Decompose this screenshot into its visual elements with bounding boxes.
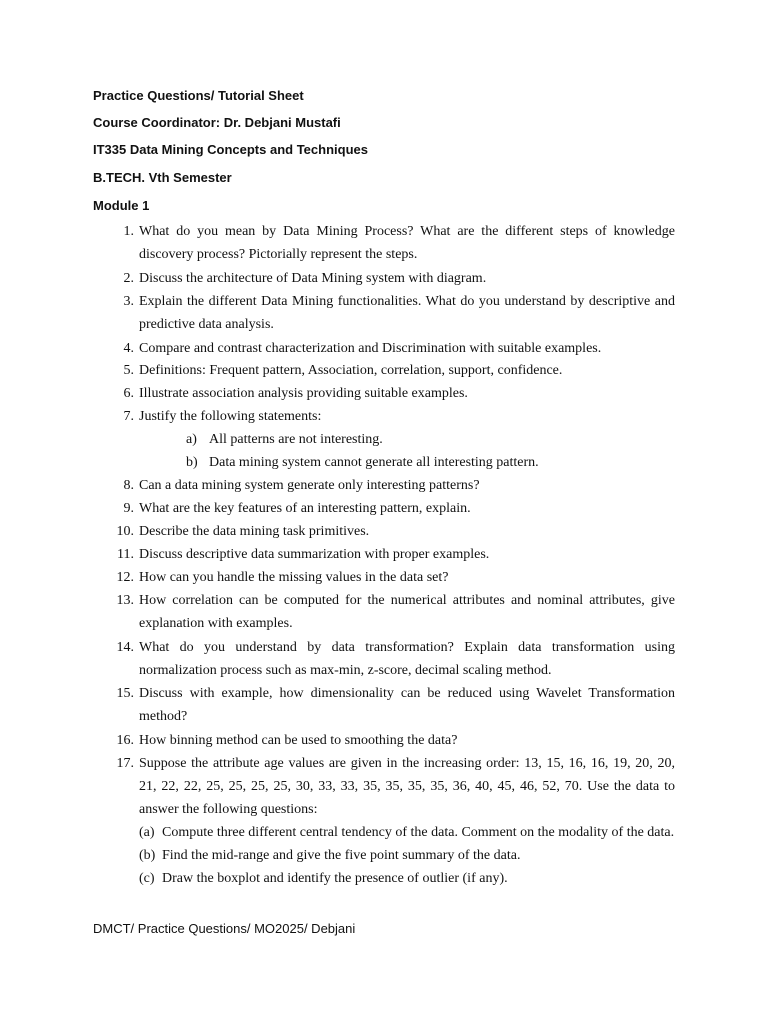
question-number: 11.: [117, 547, 134, 562]
question-item: [110, 290, 675, 336]
sub-item-text: Compute three different central tendency of the data. Comment on the modality of the data.: [162, 825, 675, 840]
question-number: 9.: [123, 501, 134, 516]
question-number: 15.: [116, 686, 134, 701]
question-number: 7.: [123, 409, 134, 424]
course-coordinator: Course Coordinator: Dr. Debjani Mustafi: [93, 115, 341, 130]
question-text: What do you mean by Data Mining Process? What are the different steps of knowledge discovery process? Pictorially represent the steps.: [139, 224, 675, 262]
question-item: [110, 382, 675, 405]
question-number: 13.: [116, 593, 134, 608]
question-item: [110, 566, 675, 589]
question-number: 14.: [116, 640, 134, 655]
question-item: [110, 636, 675, 682]
question-number: 8.: [123, 478, 134, 493]
semester: B.TECH. Vth Semester: [93, 170, 232, 185]
question-text: Compare and contrast characterization and Discrimination with suitable examples.: [139, 341, 602, 356]
sub-item: [186, 451, 539, 474]
question-item: [110, 520, 675, 543]
question-text: Justify the following statements:: [139, 409, 322, 424]
sub-item-label: b): [186, 455, 198, 470]
question-text: How can you handle the missing values in the data set?: [139, 570, 449, 585]
page-footer: DMCT/ Practice Questions/ MO2025/ Debjani: [93, 921, 356, 936]
question-text: Explain the different Data Mining functionalities. What do you understand by descriptive and predictive data analysis.: [139, 294, 675, 332]
module-heading: Module 1: [93, 198, 150, 213]
question-item: [110, 337, 675, 360]
sub-item: [139, 867, 508, 890]
sub-item-text: Data mining system cannot generate all interesting pattern.: [209, 455, 539, 470]
question-number: 10.: [116, 524, 134, 539]
sub-item-text: Draw the boxplot and identify the presence of outlier (if any).: [162, 871, 508, 886]
question-text: How binning method can be used to smoothing the data?: [139, 733, 458, 748]
question-text: What are the key features of an interesting pattern, explain.: [139, 501, 471, 516]
question-number: 3.: [123, 294, 134, 309]
course-name: IT335 Data Mining Concepts and Techniques: [93, 142, 368, 157]
question-number: 17.: [116, 756, 134, 771]
question-text: Illustrate association analysis providing suitable examples.: [139, 386, 468, 401]
question-item: [110, 752, 675, 821]
question-text: Discuss descriptive data summarization with proper examples.: [139, 547, 490, 562]
question-number: 6.: [123, 386, 134, 401]
question-item: [110, 543, 675, 566]
question-item: [110, 474, 675, 497]
question-text: Describe the data mining task primitives.: [139, 524, 370, 539]
question-text: What do you understand by data transformation? Explain data transformation using normalization process such as max-min, z-score, decimal scaling method.: [139, 640, 675, 678]
question-item: [110, 729, 675, 752]
question-text: Discuss with example, how dimensionality can be reduced using Wavelet Transformation method?: [139, 686, 675, 724]
question-number: 12.: [116, 570, 134, 585]
question-number: 1.: [123, 224, 134, 239]
question-text: Suppose the attribute age values are given in the increasing order: 13, 15, 16, 16, 19, 20, 20, 21, 22, 22, 25, 25, 25, 25, 30, 33, 33, 35, 35, 35, 35, 36, 40, 45, 46, 52, 70. Use the data to answer the following questions:: [139, 756, 675, 817]
question-text: Definitions: Frequent pattern, Association, correlation, support, confidence.: [139, 363, 563, 378]
sub-item-text: All patterns are not interesting.: [209, 432, 383, 447]
question-text: How correlation can be computed for the numerical attributes and nominal attributes, give explanation with examples.: [139, 593, 675, 631]
question-number: 4.: [123, 341, 134, 356]
sub-item-label: (b): [139, 848, 156, 863]
question-item: [110, 497, 675, 520]
question-item: [110, 405, 675, 428]
sub-item: [139, 821, 674, 844]
question-number: 16.: [116, 733, 134, 748]
question-item: [110, 589, 675, 635]
question-item: [110, 220, 675, 266]
question-item: [110, 359, 675, 382]
question-text: Can a data mining system generate only interesting patterns?: [139, 478, 480, 493]
sub-item-text: Find the mid-range and give the five point summary of the data.: [162, 848, 521, 863]
sub-item: [186, 428, 383, 451]
document-title: Practice Questions/ Tutorial Sheet: [93, 88, 304, 103]
sub-item-label: (c): [139, 871, 155, 886]
question-number: 2.: [123, 271, 134, 286]
question-text: Discuss the architecture of Data Mining system with diagram.: [139, 271, 487, 286]
sub-item-label: a): [186, 432, 197, 447]
sub-item-label: (a): [139, 825, 155, 840]
question-item: [110, 682, 675, 728]
sub-item: [139, 844, 520, 867]
question-number: 5.: [123, 363, 134, 378]
question-item: [110, 267, 675, 290]
